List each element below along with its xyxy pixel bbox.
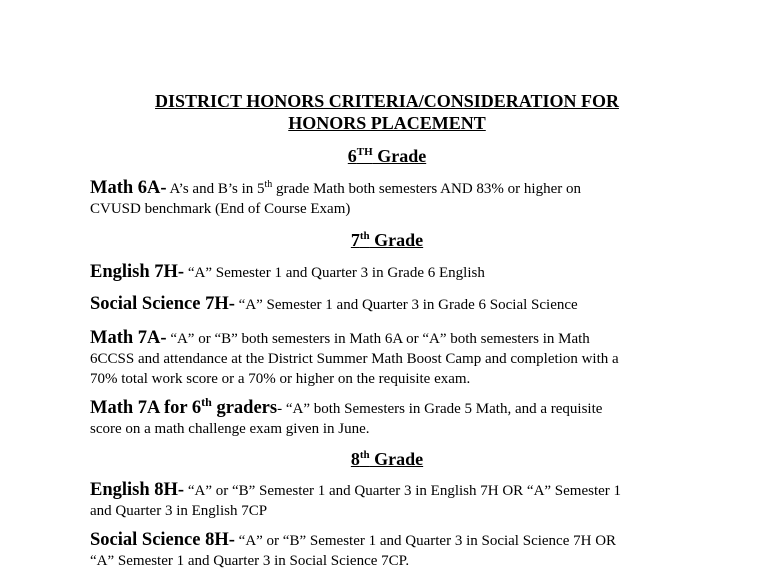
math-6a-text-b: grade Math both semesters AND 83% or higher on — [272, 181, 581, 197]
social-science-8h-text-b: “A” Semester 1 and Quarter 3 in Social Science 7CP. — [90, 553, 410, 569]
social-science-7h-text: “A” Semester 1 and Quarter 3 in Grade 6 Social Science — [234, 297, 578, 313]
english-8h-course: English 8H- — [90, 480, 185, 500]
math-7a-6th-text-a: - “A” both Semesters in Grade 5 Math, and a requisite — [277, 401, 603, 417]
grade-8-superscript: th — [359, 449, 370, 461]
grade-6-heading — [0, 145, 774, 167]
grade-7-superscript: th — [359, 230, 370, 242]
social-science-8h-course: Social Science 8H- — [90, 530, 235, 550]
math-6a-superscript: th — [264, 179, 273, 190]
math-6a-course: Math 6A- — [90, 178, 167, 198]
math-7a-course: Math 7A- — [90, 328, 167, 348]
grade-7-heading — [0, 229, 774, 251]
math-7a-text-b: 6CCSS and attendance at the District Summer Math Boost Camp and completion with a — [90, 351, 619, 367]
grade-6-number: 6 — [347, 146, 357, 166]
grade-8-heading — [0, 448, 774, 470]
social-science-8h-entry — [90, 530, 690, 571]
grade-7-number: 7 — [350, 230, 360, 250]
english-8h-text-a: “A” or “B” Semester 1 and Quarter 3 in English 7H OR “A” Semester 1 — [184, 483, 622, 499]
english-7h-entry — [90, 262, 690, 283]
grade-6-superscript: TH — [356, 146, 373, 158]
document-title-line-2: HONORS PLACEMENT — [288, 113, 486, 133]
math-6a-text-c: CVUSD benchmark (End of Course Exam) — [90, 201, 351, 217]
math-7a-6th-course-superscript: th — [201, 394, 212, 409]
social-science-7h-course: Social Science 7H- — [90, 294, 235, 314]
math-7a-6th-course-a: Math 7A for 6 — [90, 398, 202, 418]
math-7a-6th-graders-entry — [90, 394, 690, 439]
math-7a-entry — [90, 328, 690, 389]
math-7a-6th-graders-course — [90, 394, 278, 418]
grade-8-word: Grade — [369, 449, 424, 469]
math-6a-text-a: A’s and B’s in 5 — [166, 181, 265, 197]
grade-6-word: Grade — [372, 146, 427, 166]
math-7a-text-a: “A” or “B” both semesters in Math 6A or “A” both semesters in Math — [166, 331, 590, 347]
math-7a-text-c: 70% total work score or a 70% or higher on the requisite exam. — [90, 371, 471, 387]
math-7a-6th-text-b: score on a math challenge exam given in June. — [90, 421, 370, 437]
document-title-line-1: DISTRICT HONORS CRITERIA/CONSIDERATION FOR — [155, 91, 619, 111]
grade-7-word: Grade — [369, 230, 424, 250]
english-8h-text-b: and Quarter 3 in English 7CP — [90, 503, 268, 519]
math-6a-entry — [90, 178, 690, 219]
math-7a-6th-course-b: graders — [211, 398, 278, 418]
grade-8-number: 8 — [350, 449, 360, 469]
social-science-8h-text-a: “A” or “B” Semester 1 and Quarter 3 in Social Science 7H OR — [234, 533, 617, 549]
english-7h-course: English 7H- — [90, 262, 185, 282]
social-science-7h-entry — [90, 294, 690, 315]
english-7h-text: “A” Semester 1 and Quarter 3 in Grade 6 English — [184, 265, 485, 281]
english-8h-entry — [90, 480, 690, 521]
